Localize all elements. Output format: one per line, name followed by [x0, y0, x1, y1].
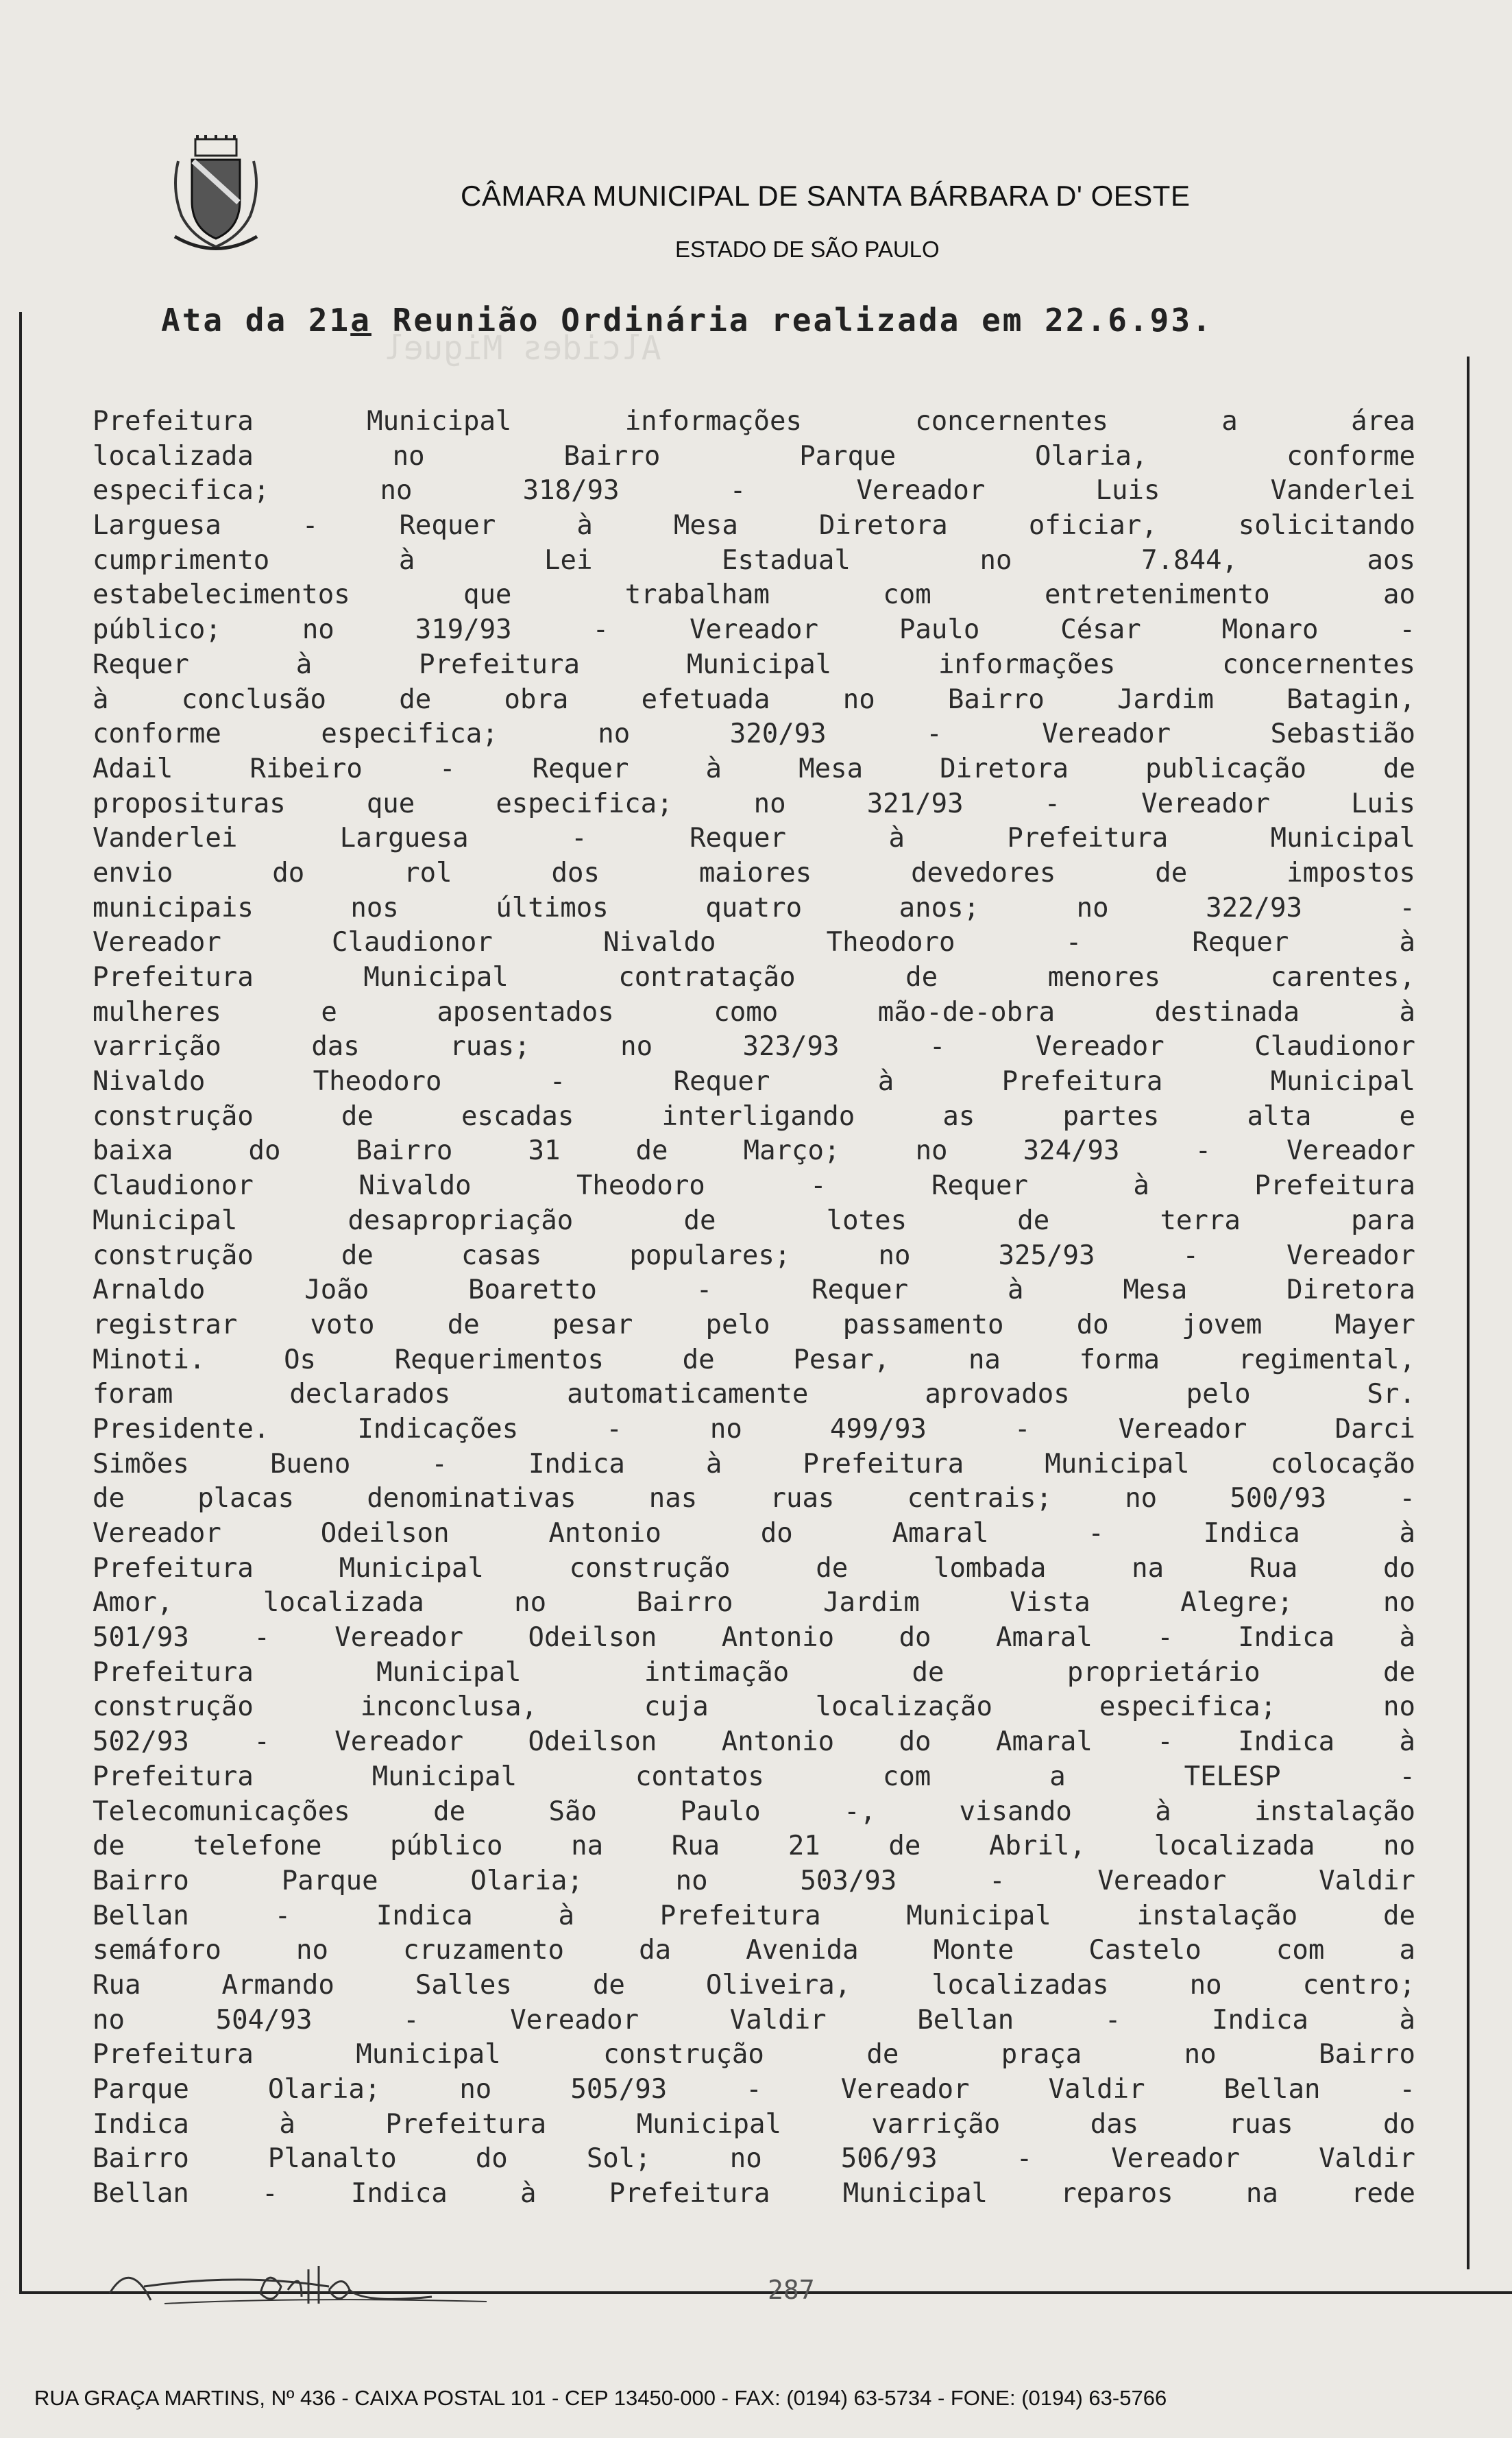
body-line: Prefeitura Municipal contatos com a TELESP -	[93, 1761, 1415, 1792]
body-line: Vereador Odeilson Antonio do Amaral - Indica à	[93, 1518, 1415, 1549]
frame-left-border	[19, 312, 22, 2293]
body-line: envio do rol dos maiores devedores de impostos	[93, 857, 1415, 889]
body-line: Bellan - Indica à Prefeitura Municipal reparos na rede	[93, 2178, 1415, 2210]
minutes-title	[161, 302, 1213, 339]
body-line: Prefeitura Municipal construção de lombada na Rua do	[93, 1552, 1415, 1584]
body-line: construção de casas populares; no 325/93 - Vereador	[93, 1240, 1415, 1271]
body-line: 502/93 - Vereador Odeilson Antonio do Amaral - Indica à	[93, 1726, 1415, 1758]
body-line: foram declarados automaticamente aprovados pelo Sr.	[93, 1379, 1415, 1410]
body-line: Larguesa - Requer à Mesa Diretora oficiar, solicitando	[93, 510, 1415, 542]
bleed-through-text: Alcides Miguel	[384, 329, 661, 367]
body-line: 501/93 - Vereador Odeilson Antonio do Amaral - Indica à	[93, 1622, 1415, 1654]
body-line: Rua Armando Salles de Oliveira, localizadas no centro;	[93, 1969, 1415, 2001]
body-line: proposituras que especifica; no 321/93 - Vereador Luis	[93, 788, 1415, 819]
body-line: Minoti. Os Requerimentos de Pesar, na forma regimental,	[93, 1344, 1415, 1375]
body-line: de telefone público na Rua 21 de Abril, localizada no	[93, 1831, 1415, 1862]
chamber-name: CÂMARA MUNICIPAL DE SANTA BÁRBARA D' OESTE	[461, 180, 1191, 212]
body-line: cumprimento à Lei Estadual no 7.844, aos	[93, 544, 1415, 576]
body-line: Bellan - Indica à Prefeitura Municipal instalação de	[93, 1900, 1415, 1931]
body-line: estabelecimentos que trabalham com entretenimento ao	[93, 579, 1415, 611]
body-line: Bairro Planalto do Sol; no 506/93 - Vereador Valdir	[93, 2143, 1415, 2175]
minutes-title-suffix: Reunião Ordinária realizada em 22.6.93.	[371, 302, 1213, 339]
signature-mark	[103, 2245, 487, 2314]
body-line: Indica à Prefeitura Municipal varrição das ruas do	[93, 2108, 1415, 2140]
body-line: especifica; no 318/93 - Vereador Luis Vanderlei	[93, 475, 1415, 507]
body-line: baixa do Bairro 31 de Março; no 324/93 - Vereador	[93, 1135, 1415, 1167]
body-line: semáforo no cruzamento da Avenida Monte Castelo com a	[93, 1935, 1415, 1966]
body-line: Claudionor Nivaldo Theodoro - Requer à Prefeitura	[93, 1170, 1415, 1202]
body-line: construção de escadas interligando as partes alta e	[93, 1100, 1415, 1132]
body-line: público; no 319/93 - Vereador Paulo César Monaro -	[93, 614, 1415, 646]
body-line: Bairro Parque Olaria; no 503/93 - Vereador Valdir	[93, 1865, 1415, 1896]
body-line: Prefeitura Municipal contratação de menores carentes,	[93, 962, 1415, 993]
body-line: Requer à Prefeitura Municipal informações concernentes	[93, 649, 1415, 680]
body-line: Prefeitura Municipal intimação de proprietário de	[93, 1656, 1415, 1688]
body-line: Amor, localizada no Bairro Jardim Vista Alegre; no	[93, 1587, 1415, 1619]
body-line: Prefeitura Municipal informações concernentes a área	[93, 406, 1415, 437]
page-number: 287	[768, 2275, 815, 2305]
minutes-body	[93, 405, 1415, 2212]
body-line: Nivaldo Theodoro - Requer à Prefeitura Municipal	[93, 1066, 1415, 1098]
coat-of-arms-icon	[164, 134, 267, 257]
body-line: Telecomunicações de São Paulo -, visando à instalação	[93, 1796, 1415, 1827]
minutes-title-prefix: Ata da 21	[161, 302, 351, 339]
body-line: Vereador Claudionor Nivaldo Theodoro - Requer à	[93, 927, 1415, 958]
body-line: de placas denominativas nas ruas centrais; no 500/93 -	[93, 1483, 1415, 1514]
body-line: Presidente. Indicações - no 499/93 - Vereador Darci	[93, 1413, 1415, 1445]
body-line: à conclusão de obra efetuada no Bairro Jardim Batagin,	[93, 684, 1415, 715]
body-line: municipais nos últimos quatro anos; no 322/93 -	[93, 892, 1415, 924]
body-line: Prefeitura Municipal construção de praça no Bairro	[93, 2039, 1415, 2071]
body-line: Simões Bueno - Indica à Prefeitura Municipal colocação	[93, 1448, 1415, 1480]
body-line: varrição das ruas; no 323/93 - Vereador Claudionor	[93, 1031, 1415, 1063]
body-line: mulheres e aposentados como mão-de-obra destinada à	[93, 996, 1415, 1028]
body-line: Arnaldo João Boaretto - Requer à Mesa Diretora	[93, 1275, 1415, 1306]
body-line: Municipal desapropriação de lotes de terra para	[93, 1205, 1415, 1236]
body-line: construção inconclusa, cuja localização especifica; no	[93, 1691, 1415, 1723]
body-line: localizada no Bairro Parque Olaria, conforme	[93, 440, 1415, 472]
body-line: Vanderlei Larguesa - Requer à Prefeitura Municipal	[93, 823, 1415, 854]
body-line: no 504/93 - Vereador Valdir Bellan - Indica à	[93, 2004, 1415, 2036]
minutes-title-ordinal: a	[350, 302, 371, 339]
address-footer: RUA GRAÇA MARTINS, Nº 436 - CAIXA POSTAL 101 - CEP 13450-000 - FAX: (0194) 63-5734 - FONE: (0194) 63-5766	[34, 2386, 1167, 2410]
body-line: registrar voto de pesar pelo passamento do jovem Mayer	[93, 1309, 1415, 1340]
frame-right-border	[1467, 357, 1470, 2269]
state-name: ESTADO DE SÃO PAULO	[675, 237, 940, 262]
body-line: Adail Ribeiro - Requer à Mesa Diretora publicação de	[93, 753, 1415, 784]
body-line: conforme especifica; no 320/93 - Vereador Sebastião	[93, 719, 1415, 750]
body-line: Parque Olaria; no 505/93 - Vereador Valdir Bellan -	[93, 2074, 1415, 2105]
